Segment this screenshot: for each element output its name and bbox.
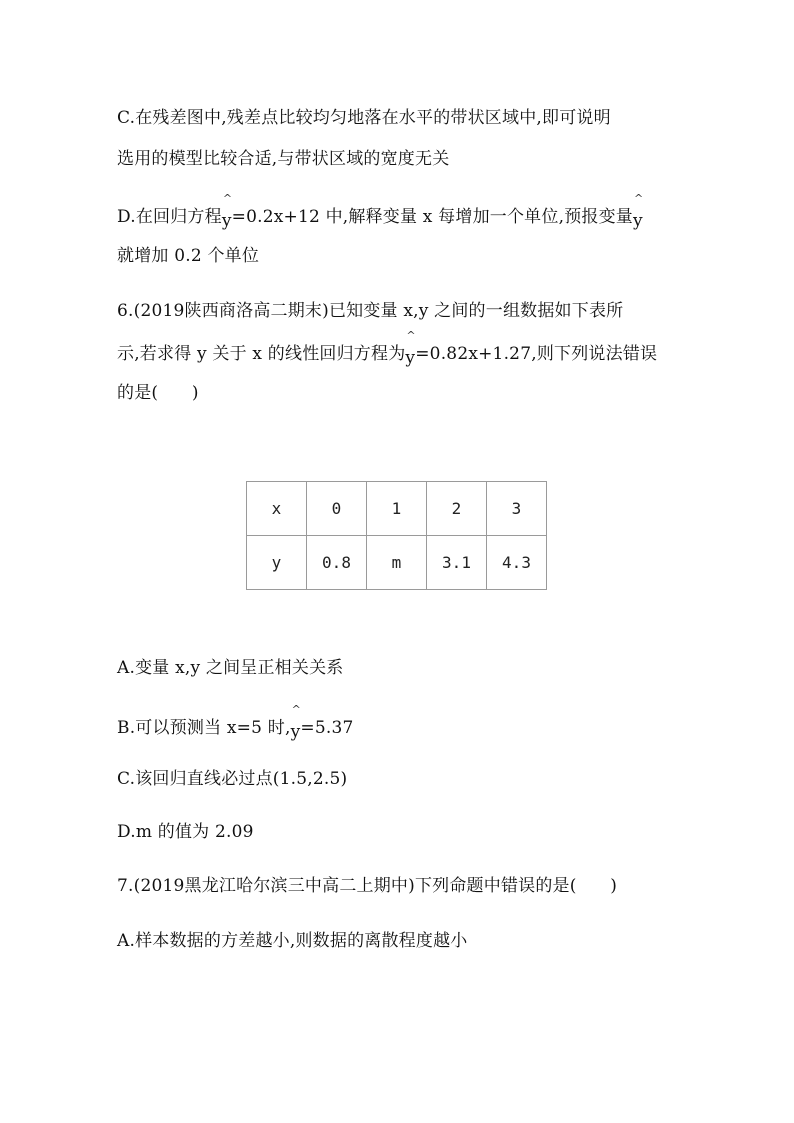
y-hat-symbol: ^ y bbox=[222, 209, 232, 233]
table-cell: 0.8 bbox=[307, 536, 367, 590]
q6-option-b-text-a: B.可以预测当 x=5 时, bbox=[117, 718, 291, 738]
table-cell: 2 bbox=[427, 482, 487, 536]
q6-option-b bbox=[117, 716, 353, 740]
question-6-line-3: 的是( ) bbox=[117, 383, 199, 403]
table-cell: m bbox=[367, 536, 427, 590]
q6-option-d: D.m 的值为 2.09 bbox=[117, 822, 254, 842]
data-table bbox=[246, 481, 547, 590]
q7-option-a: A.样本数据的方差越小,则数据的离散程度越小 bbox=[117, 931, 468, 951]
q6-option-b-text-b: =5.37 bbox=[300, 718, 354, 738]
y-hat-symbol: ^ y bbox=[405, 346, 415, 370]
question-6-line-2 bbox=[117, 342, 657, 366]
question-7-line-1: 7.(2019黑龙江哈尔滨三中高二上期中)下列命题中错误的是( ) bbox=[117, 876, 618, 896]
item-c-line-2: 选用的模型比较合适,与带状区域的宽度无关 bbox=[117, 149, 450, 169]
question-6-line-1: 6.(2019陕西商洛高二期末)已知变量 x,y 之间的一组数据如下表所 bbox=[117, 301, 624, 321]
table-cell: 4.3 bbox=[487, 536, 547, 590]
item-d-line-1 bbox=[117, 205, 643, 229]
table-cell: 0 bbox=[307, 482, 367, 536]
table-cell: 1 bbox=[367, 482, 427, 536]
q6-option-a: A.变量 x,y 之间呈正相关关系 bbox=[117, 658, 344, 678]
table-cell: 3.1 bbox=[427, 536, 487, 590]
item-d-text-b: =0.2x+12 中,解释变量 x 每增加一个单位,预报变量 bbox=[231, 207, 633, 227]
table-row bbox=[247, 482, 547, 536]
item-c-line-1: C.在残差图中,残差点比较均匀地落在水平的带状区域中,即可说明 bbox=[117, 108, 611, 128]
table-cell: y bbox=[247, 536, 307, 590]
q6-text-a: 示,若求得 y 关于 x 的线性回归方程为 bbox=[117, 344, 406, 364]
table-row bbox=[247, 536, 547, 590]
q6-option-c: C.该回归直线必过点(1.5,2.5) bbox=[117, 769, 348, 789]
table-cell: x bbox=[247, 482, 307, 536]
table-cell: 3 bbox=[487, 482, 547, 536]
y-hat-symbol: ^ y bbox=[291, 720, 301, 744]
item-d-line-2: 就增加 0.2 个单位 bbox=[117, 246, 260, 266]
item-d-text-a: D.在回归方程 bbox=[117, 207, 222, 227]
y-hat-symbol: ^ y bbox=[633, 209, 643, 233]
q6-text-b: =0.82x+1.27,则下列说法错误 bbox=[415, 344, 658, 364]
